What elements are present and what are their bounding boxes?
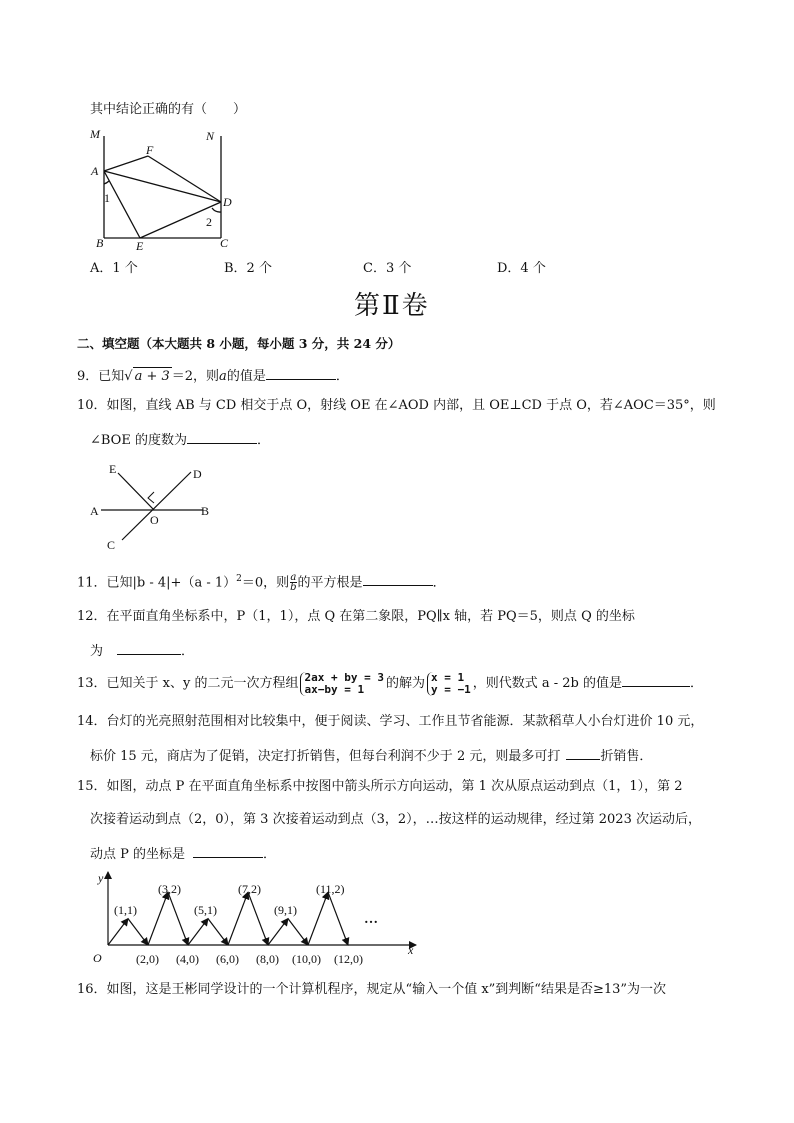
q8-option-d[interactable]: D．4 个 [497, 261, 546, 276]
q13 [77, 668, 703, 700]
line-af [104, 156, 148, 171]
label-f: F [146, 143, 154, 157]
q13-answer-blank[interactable] [622, 672, 690, 687]
line-cd [122, 472, 191, 540]
q8-figure [82, 124, 242, 254]
q15-answer-blank[interactable] [193, 843, 263, 858]
point-label-bottom: (12,0) [334, 952, 363, 966]
q12-answer-blank[interactable] [117, 640, 181, 655]
motion-segment [268, 919, 288, 945]
q13-end: ． [690, 676, 704, 691]
motion-segment [328, 892, 348, 945]
label-b: B [201, 504, 210, 518]
q9-sqrt-sign: √ [124, 369, 133, 384]
q8-option-c[interactable]: C．3 个 [363, 261, 412, 276]
label-c: C [107, 538, 116, 552]
label-d: D [223, 195, 232, 209]
label-n: N [206, 129, 215, 143]
point-label-top: (1,1) [114, 903, 137, 917]
q13-prefix: 13．已知关于 x、y 的二元一次方程组 [77, 676, 299, 691]
motion-segment [128, 919, 148, 945]
point-label-bottom: (10,0) [292, 952, 321, 966]
q12-line2-text: 为 [90, 644, 104, 659]
q8-option-b[interactable]: B．2 个 [224, 261, 272, 276]
q9-suffix: 的值是 [226, 369, 266, 384]
q10-figure [85, 458, 220, 554]
q9-end: ． [335, 369, 349, 384]
q10-answer-blank[interactable] [187, 429, 257, 444]
q11-suffix: 的平方根是 [297, 575, 363, 591]
q16-line1: 16．如图，这是王彬同学设计的一个计算机程序，规定从“输入一个值 x”到判断“结果是否≥13”为一次 [77, 982, 667, 997]
q12-line2 [90, 640, 194, 661]
q10-line2-text: ∠BOE 的度数为 [90, 433, 187, 448]
q15-line1: 15．如图，动点 P 在平面直角坐标系中按图中箭头所示方向运动，第 1 次从原点运动到点（1，1），第 2 [77, 779, 683, 794]
q9-radicand: a + 3 [134, 369, 170, 384]
q8-option-a[interactable]: A．1 个 [90, 261, 138, 276]
q14-line2 [90, 745, 652, 766]
line-ad [104, 171, 221, 202]
q14-answer-blank[interactable] [566, 745, 600, 760]
ray-oe [118, 473, 154, 510]
label-a: A [91, 164, 99, 178]
q9-answer-blank[interactable] [266, 365, 336, 380]
motion-segment [308, 892, 328, 945]
label-c: C [220, 236, 229, 250]
q11-fraction [290, 573, 296, 592]
label-angle-1: 1 [104, 191, 110, 205]
q10-line2 [90, 429, 270, 450]
angle-2-arc [212, 208, 221, 212]
point-label-top: (11,2) [316, 882, 345, 896]
q9-var: a [219, 369, 227, 384]
q11-num: a [290, 572, 297, 584]
point-label-top: (3,2) [158, 882, 181, 896]
point-label-top: (5,1) [194, 903, 217, 917]
q11-den: b [290, 582, 297, 594]
q11-prefix: 11．已知|b - 4|+（a - 1） [77, 575, 237, 591]
q10-end: ． [256, 433, 270, 448]
x-axis-label: x [408, 943, 414, 957]
q15-line2: 次接着运动到点（2，0），第 3 次接着运动到点（3，2），…按这样的运动规律，经过第 2023 次运动后， [90, 812, 701, 827]
q15-end: ． [263, 847, 277, 862]
section-heading: 二、填空题（本大题共 8 小题，每小题 3 分，共 24 分） [77, 336, 401, 351]
q12-end: ． [181, 644, 195, 659]
point-label-bottom: (2,0) [136, 952, 159, 966]
section-title: 第Ⅱ卷 [354, 291, 430, 321]
motion-segment [288, 919, 308, 945]
q11-end: ． [432, 575, 446, 591]
label-e: E [136, 239, 144, 253]
right-angle-mark [148, 492, 154, 503]
motion-segment [188, 919, 208, 945]
motion-segment [208, 919, 228, 945]
motion-segment [108, 919, 128, 945]
q14-suffix: 折销售． [600, 749, 653, 764]
q15-line3-text: 动点 P 的坐标是 [90, 847, 186, 862]
q11 [77, 570, 446, 592]
y-axis-label: y [98, 871, 104, 885]
q15-figure [88, 868, 433, 972]
label-d: D [193, 467, 202, 481]
angle-1-arc [104, 181, 109, 184]
motion-segment [228, 892, 248, 945]
q13-sol1: x = 1 [430, 670, 465, 684]
q13-eq1: 2ax + by = 3 [304, 670, 384, 684]
q14-line1: 14．台灯的光亮照射范围相对比较集中，便于阅读、学习、工作且节省能源．某款稻草人小台灯进价 10 元， [77, 714, 704, 729]
q9-mid: ＝2，则 [171, 369, 220, 384]
q14-line2-text: 标价 15 元，商店为了促销，决定打折销售，但每台利润不少于 2 元，则最多可打 [90, 749, 561, 764]
point-label-bottom: (6,0) [216, 952, 239, 966]
point-label-top: (9,1) [274, 903, 297, 917]
q13-eq2: ax−by = 1 [304, 682, 365, 696]
q9-prefix: 9．已知 [77, 369, 125, 384]
point-label-top: (7,2) [238, 882, 261, 896]
q9 [77, 365, 349, 386]
motion-segment [148, 892, 168, 945]
q13-solution [427, 672, 471, 696]
origin-label: O [93, 951, 102, 965]
label-o: O [150, 513, 159, 527]
q11-sup: 2 [236, 574, 242, 584]
label-b: B [96, 236, 104, 250]
point-label-bottom: (4,0) [176, 952, 199, 966]
label-angle-2: 2 [206, 215, 212, 229]
q11-answer-blank[interactable] [363, 571, 433, 586]
line-fd [148, 156, 221, 202]
q15-line3 [90, 843, 276, 864]
ellipsis: … [364, 912, 378, 927]
q13-system [300, 672, 383, 696]
motion-segment [168, 892, 188, 945]
label-e: E [109, 462, 117, 476]
q11-mid: ＝0，则 [241, 575, 290, 591]
q13-sol2: y = −1 [430, 682, 471, 696]
motion-segment [248, 892, 268, 945]
q8-stem-tail: 其中结论正确的有（ ） [90, 102, 247, 117]
q13-mid: 的解为 [385, 676, 425, 691]
q12-line1: 12．在平面直角坐标系中，P（1，1），点 Q 在第二象限，PQ∥x 轴，若 PQ＝5，则点 Q 的坐标 [77, 609, 635, 624]
q13-suffix: ，则代数式 a - 2b 的值是 [472, 676, 622, 691]
label-a: A [90, 504, 99, 518]
q10-line1: 10．如图，直线 AB 与 CD 相交于点 O，射线 OE 在∠AOD 内部，且 OE⊥CD 于点 O，若∠AOC＝35°，则 [77, 398, 716, 413]
point-label-bottom: (8,0) [256, 952, 279, 966]
label-m: M [90, 127, 100, 141]
